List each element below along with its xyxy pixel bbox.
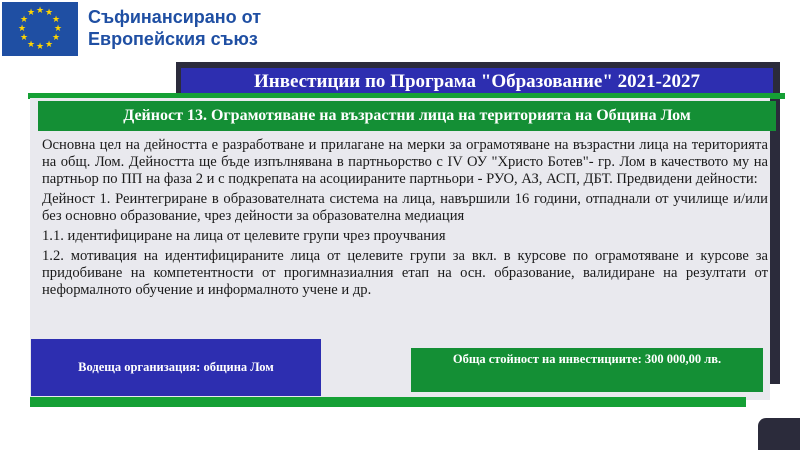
green-accent-strip-bottom [30, 397, 746, 407]
logo-line-1: Съфинансирано от [88, 7, 262, 27]
paragraph-goal: Основна цел на дейността е разработване и прилагане на мерки за ограмотяване на възрастни лица на територията на общ. Лом. Дейността ще бъде изпълнявана в партньорство с IV ОУ "Христо Ботев"- гр. Лом в качеството му на партньор по ПП на фаза 2 и с подкрепата на асоциираните партньори - РУО, АЗ, АСП, ДБТ. Предвидени дейности: [42, 137, 768, 187]
activity-description [42, 137, 768, 302]
activity-header: Дейност 13. Ограмотяване на възрастни лица на територията на Община Лом [38, 101, 776, 131]
corner-decoration [758, 418, 800, 450]
lead-organization-box: Водеща организация: община Лом [31, 339, 321, 396]
slide-title: Инвестиции по Програма "Образование" 2021-2027 [181, 68, 773, 96]
eu-cofunded-logo [0, 0, 270, 58]
paragraph-subactivity-1-1: 1.1. идентифициране на лица от целевите групи чрез проучвания [42, 228, 446, 244]
total-value-box: Обща стойност на инвестициите: 300 000,00 лв. [411, 348, 763, 392]
paragraph-subactivity-1-2: 1.2. мотивация на идентифицираните лица от целевите групи за вкл. в курсове по ограмотяване и курсове за придобиване на компетентности от прогимназиалния етап на осн. образование, валидиране на резултати от неформалното обучение и информалното учене и др. [42, 248, 768, 298]
eu-flag-icon: ★ ★ ★ ★ ★ ★ ★ ★ ★ ★ ★ ★ [2, 2, 78, 56]
logo-line-2: Европейския съюз [88, 29, 258, 49]
paragraph-activity-1: Дейност 1. Реинтегриране в образователната система на лица, навършили 16 години, отпаднали от училище и/или без основно образование, чрез дейности за образователна медиация [42, 191, 768, 224]
logo-text [88, 6, 261, 50]
